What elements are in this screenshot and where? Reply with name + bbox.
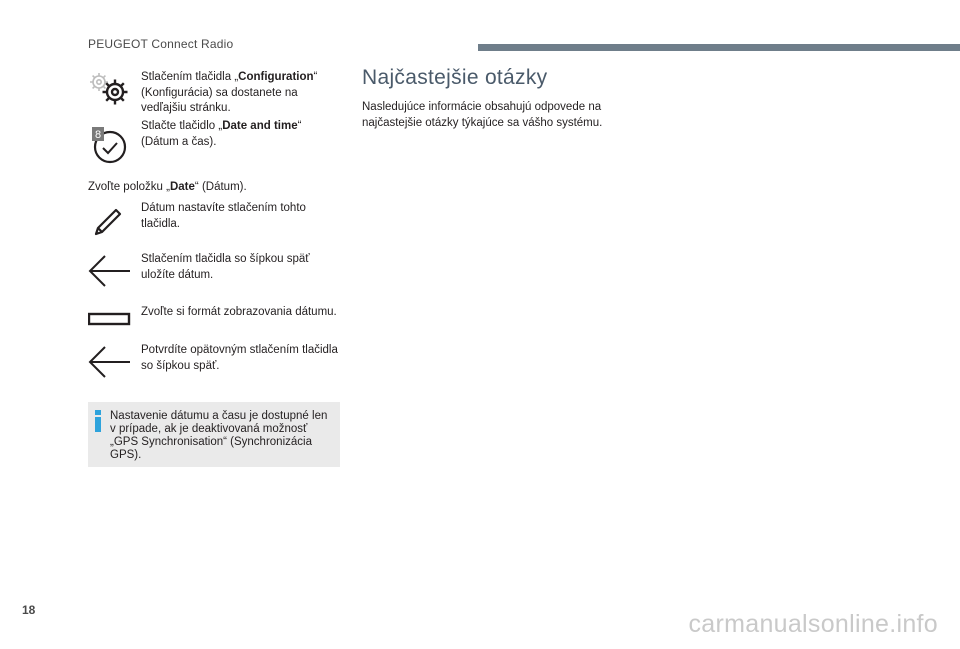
- clock-icon: [88, 119, 132, 163]
- date-time-label: Date and time: [222, 120, 298, 132]
- note-text: Nastavenie dátumu a času je dostupné len v prípade, ak je deaktivovaná možnosť „GPS Synchronisation“ (Synchronizácia GPS).: [110, 410, 328, 461]
- header-bar: [478, 44, 960, 51]
- back-arrow-icon: [88, 343, 132, 387]
- section-body: Nasledujúce informácie obsahujú odpovede na najčastejšie otázky týkajúce sa vášho systému.: [362, 101, 603, 129]
- select-date-text: Zvoľte položku „Date“ (Dátum).: [88, 181, 247, 193]
- watermark: carmanualsonline.info: [688, 610, 938, 638]
- badge-number: 8: [94, 129, 102, 141]
- pencil-text: Dátum nastavíte stlačením tohto tlačidla.: [141, 202, 306, 230]
- date-time-text: Stlačte tlačidlo „Date and time“ (Dátum a čas).: [141, 120, 302, 148]
- back-save-text: Stlačením tlačidla so šípkou späť uložíte dátum.: [141, 253, 310, 281]
- gear-icon: [88, 70, 132, 114]
- header-title: PEUGEOT Connect Radio: [88, 37, 234, 51]
- pencil-icon: [88, 201, 132, 245]
- back-confirm-text: Potvrdíte opätovným stlačením tlačidla so šípkou späť.: [141, 344, 338, 372]
- configuration-label: Configuration: [238, 71, 314, 83]
- date-label: Date: [169, 181, 195, 193]
- format-text: Zvoľte si formát zobrazovania dátumu.: [141, 306, 337, 318]
- info-note: [88, 402, 340, 467]
- configuration-text: Stlačením tlačidla „Configuration“ (Konfigurácia) sa dostanete na vedľajšiu stránku.: [141, 71, 318, 114]
- section-title: Najčastejšie otázky: [362, 66, 548, 89]
- back-arrow-icon: [88, 252, 132, 296]
- info-icon: [93, 410, 103, 432]
- page-number: 18: [22, 603, 36, 617]
